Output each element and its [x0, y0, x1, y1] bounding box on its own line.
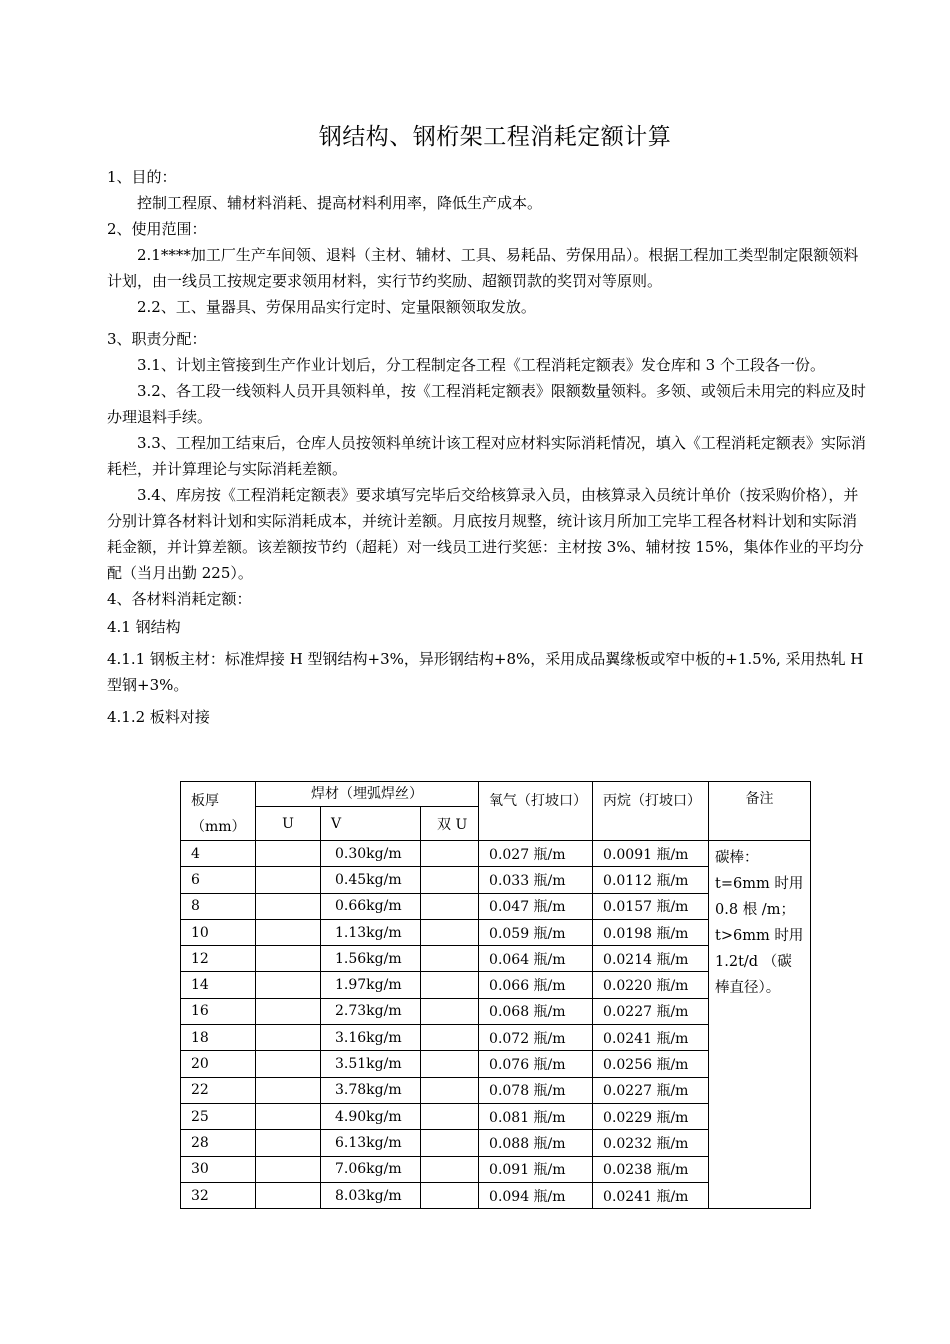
section-4-1-1: 4.1.1 钢板主材：标准焊接 H 型钢结构+3%，异形钢结构+8%，采用成品翼缘板或窄中板的+1.5%, 采用热轧 H 型钢+3%。 [107, 650, 864, 694]
section-1-heading: 1、目的： [107, 168, 177, 186]
cell-u [256, 972, 321, 998]
header-double-u: 双 U [421, 807, 479, 841]
cell-double-u [421, 1025, 479, 1051]
cell-v: 0.66kg/m [321, 893, 421, 919]
header-u: U [256, 807, 321, 841]
cell-double-u [421, 1182, 479, 1208]
cell-v: 7.06kg/m [321, 1156, 421, 1182]
cell-propane: 0.0227 瓶/m [593, 998, 709, 1024]
cell-u [256, 1130, 321, 1156]
cell-double-u [421, 893, 479, 919]
cell-thickness: 4 [181, 841, 256, 867]
cell-oxygen: 0.094 瓶/m [479, 1182, 593, 1208]
cell-double-u [421, 867, 479, 893]
cell-v: 0.45kg/m [321, 867, 421, 893]
cell-oxygen: 0.064 瓶/m [479, 946, 593, 972]
remark-note: 碳棒：t=6mm 时用 0.8 根 /m；t>6mm 时用 1.2t/d （碳棒直径）。 [709, 841, 811, 1209]
section-2-1: 2.1****加工厂生产车间领、退料（主材、辅材、工具、易耗品、劳保用品）。根据工程加工类型制定限额领料计划，由一线员工按规定要求领用材料，实行节约奖励、超额罚款的奖罚对等原则。 [107, 246, 859, 290]
cell-thickness: 12 [181, 946, 256, 972]
cell-propane: 0.0241 瓶/m [593, 1182, 709, 1208]
header-thickness: 板厚 （mm） [181, 782, 256, 841]
cell-propane: 0.0229 瓶/m [593, 1103, 709, 1129]
table-row [181, 841, 811, 867]
document-body [107, 164, 869, 730]
cell-v: 1.13kg/m [321, 919, 421, 945]
section-3-4: 3.4、库房按《工程消耗定额表》要求填写完毕后交给核算录入员，由核算录入员统计单价（按采购价格），并分别计算各材料计划和实际消耗成本，并统计差额。月底按月规整，统计该月所加工完毕工程各材料计划和实际消耗金额，并计算差额。该差额按节约（超耗）对一线员工进行奖惩：主材按 3%、辅材按 15%，集体作业的平均分配（当月出勤 225）。 [107, 486, 864, 582]
cell-thickness: 18 [181, 1025, 256, 1051]
cell-v: 2.73kg/m [321, 998, 421, 1024]
cell-u [256, 893, 321, 919]
header-remark: 备注 [709, 782, 811, 841]
cell-thickness: 10 [181, 919, 256, 945]
cell-u [256, 1156, 321, 1182]
cell-v: 6.13kg/m [321, 1130, 421, 1156]
cell-double-u [421, 1130, 479, 1156]
section-2-2: 2.2、工、量器具、劳保用品实行定时、定量限额领取发放。 [137, 298, 536, 316]
header-oxygen: 氧气（打坡口） [479, 782, 593, 841]
cell-u [256, 1051, 321, 1077]
cell-double-u [421, 1103, 479, 1129]
cell-double-u [421, 1077, 479, 1103]
cell-thickness: 16 [181, 998, 256, 1024]
header-propane: 丙烷（打坡口） [593, 782, 709, 841]
header-weld: 焊材（埋弧焊丝） [256, 782, 479, 807]
cell-propane: 0.0232 瓶/m [593, 1130, 709, 1156]
cell-propane: 0.0241 瓶/m [593, 1025, 709, 1051]
cell-thickness: 32 [181, 1182, 256, 1208]
cell-oxygen: 0.059 瓶/m [479, 919, 593, 945]
cell-v: 1.56kg/m [321, 946, 421, 972]
cell-thickness: 8 [181, 893, 256, 919]
section-2-heading: 2、使用范围： [107, 220, 207, 238]
cell-thickness: 22 [181, 1077, 256, 1103]
cell-propane: 0.0238 瓶/m [593, 1156, 709, 1182]
cell-u [256, 867, 321, 893]
cell-oxygen: 0.047 瓶/m [479, 893, 593, 919]
cell-u [256, 919, 321, 945]
header-v: V [321, 807, 421, 841]
cell-oxygen: 0.072 瓶/m [479, 1025, 593, 1051]
cell-propane: 0.0256 瓶/m [593, 1051, 709, 1077]
cell-thickness: 6 [181, 867, 256, 893]
cell-v: 3.51kg/m [321, 1051, 421, 1077]
cell-double-u [421, 841, 479, 867]
cell-propane: 0.0112 瓶/m [593, 867, 709, 893]
cell-v: 3.16kg/m [321, 1025, 421, 1051]
cell-oxygen: 0.027 瓶/m [479, 841, 593, 867]
cell-oxygen: 0.081 瓶/m [479, 1103, 593, 1129]
cell-propane: 0.0091 瓶/m [593, 841, 709, 867]
section-4-1-2: 4.1.2 板料对接 [107, 708, 210, 726]
cell-double-u [421, 946, 479, 972]
cell-double-u [421, 998, 479, 1024]
cell-u [256, 841, 321, 867]
cell-u [256, 946, 321, 972]
section-3-1: 3.1、计划主管接到生产作业计划后，分工程制定各工程《工程消耗定额表》发仓库和 3 个工段各一份。 [137, 356, 825, 374]
cell-oxygen: 0.066 瓶/m [479, 972, 593, 998]
cell-v: 8.03kg/m [321, 1182, 421, 1208]
section-3-3: 3.3、工程加工结束后，仓库人员按领料单统计该工程对应材料实际消耗情况，填入《工程消耗定额表》实际消耗栏，并计算理论与实际消耗差额。 [107, 434, 866, 478]
cell-u [256, 1103, 321, 1129]
cell-propane: 0.0227 瓶/m [593, 1077, 709, 1103]
section-4-1: 4.1 钢结构 [107, 618, 181, 636]
cell-double-u [421, 1156, 479, 1182]
cell-oxygen: 0.076 瓶/m [479, 1051, 593, 1077]
cell-double-u [421, 972, 479, 998]
cell-propane: 0.0157 瓶/m [593, 893, 709, 919]
cell-oxygen: 0.088 瓶/m [479, 1130, 593, 1156]
cell-v: 4.90kg/m [321, 1103, 421, 1129]
cell-u [256, 1077, 321, 1103]
cell-thickness: 14 [181, 972, 256, 998]
cell-thickness: 30 [181, 1156, 256, 1182]
cell-u [256, 1025, 321, 1051]
cell-thickness: 28 [181, 1130, 256, 1156]
cell-v: 0.30kg/m [321, 841, 421, 867]
cell-propane: 0.0220 瓶/m [593, 972, 709, 998]
cell-thickness: 25 [181, 1103, 256, 1129]
cell-oxygen: 0.091 瓶/m [479, 1156, 593, 1182]
cell-double-u [421, 919, 479, 945]
cell-propane: 0.0214 瓶/m [593, 946, 709, 972]
consumption-quota-table [180, 781, 811, 1209]
cell-v: 3.78kg/m [321, 1077, 421, 1103]
cell-thickness: 20 [181, 1051, 256, 1077]
cell-u [256, 1182, 321, 1208]
cell-oxygen: 0.068 瓶/m [479, 998, 593, 1024]
section-3-heading: 3、职责分配： [107, 330, 207, 348]
cell-oxygen: 0.078 瓶/m [479, 1077, 593, 1103]
section-1-text: 控制工程原、辅材料消耗、提高材料利用率，降低生产成本。 [137, 194, 543, 212]
cell-oxygen: 0.033 瓶/m [479, 867, 593, 893]
cell-double-u [421, 1051, 479, 1077]
cell-u [256, 998, 321, 1024]
page-title: 钢结构、钢桁架工程消耗定额计算 [318, 124, 672, 150]
section-3-2: 3.2、各工段一线领料人员开具领料单，按《工程消耗定额表》限额数量领料。多领、或领后未用完的料应及时办理退料手续。 [107, 382, 866, 426]
cell-v: 1.97kg/m [321, 972, 421, 998]
section-4-heading: 4、各材料消耗定额： [107, 590, 252, 608]
cell-propane: 0.0198 瓶/m [593, 919, 709, 945]
